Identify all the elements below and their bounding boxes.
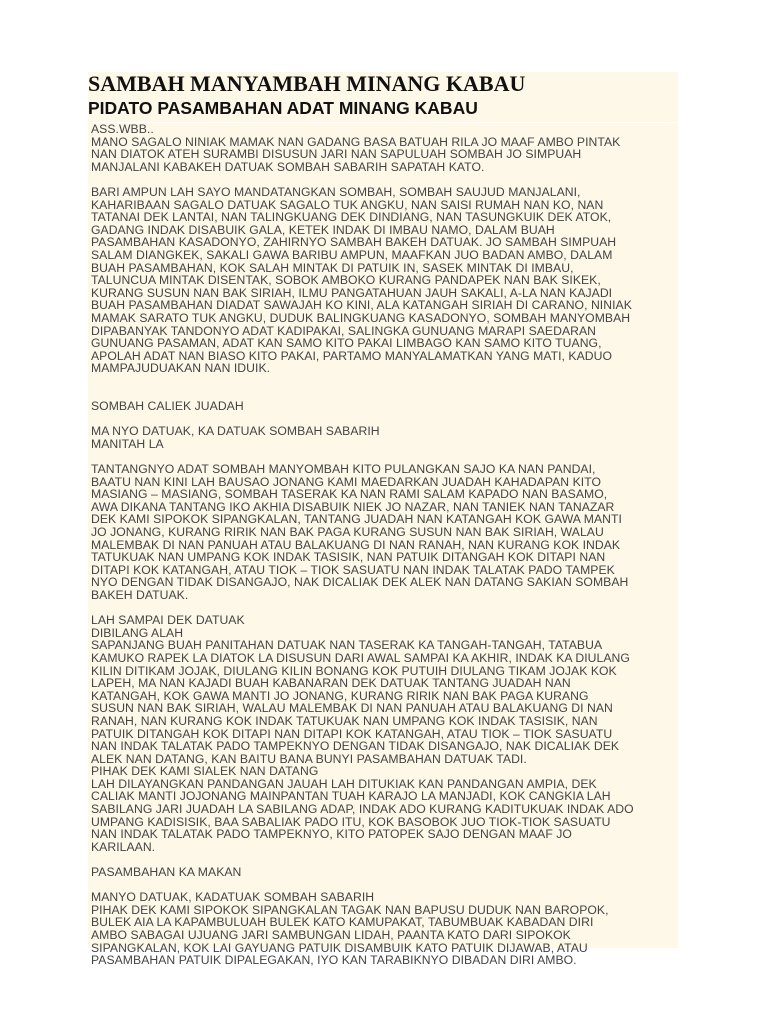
body-line: MANITAH LA: [91, 437, 164, 451]
body-line: SALAM DIANGKEK, SAKALI GAWA BARIBU AMPUN, MAAFKAN JUO BADAN AMBO, DALAM: [91, 248, 613, 262]
body-line: TATUKUAK NAN UMPANG KOK INDAK TASISIK, NAN PATUIK DITANGAH KOK DITAPI NAN: [91, 551, 606, 564]
body-line: PIHAK DEK KAMI SIALEK NAN DATANG: [91, 765, 319, 778]
body-line: SIPANGKALAN, KOK LAI GAYUANG PATUIK DISAMBUIK KATO PATUIK DIJAWAB, ATAU: [91, 941, 588, 955]
body-line: AWA DIKANA TANTANG IKO AKHIA DISABUIK NIEK JO NAZAR, NAN TANIEK NAN TANAZAR: [91, 500, 615, 514]
body-line: NAN INDAK TALATAK PADO TAMPEKNYO, KITO PATOPEK SAJO DENGAN MAAF JO: [91, 828, 572, 841]
body-line: NAN DIATOK ATEH SURAMBI DISUSUN JARI NAN SAPULUAH SOMBAH JO SIMPUAH: [91, 148, 582, 161]
body-line: KATANGAH, KOK GAWA MANTI JO JONANG, KURANG RIRIK NAN BAK PAGA KURANG: [91, 689, 589, 703]
body-line: GADANG INDAK DISABUIK GALA, KETEK INDAK DI IMBAU NAMO, DALAM BUAH: [91, 223, 555, 237]
body-line: MANJALANI KABAKEH DATUAK SOMBAH SABARIH SAPATAH KATO.: [91, 160, 485, 174]
body-line: MALEMBAK DI NAN PANUAH ATAU BALAKUANG DI NAN RANAH, NAN KURANG KOK INDAK: [91, 538, 621, 552]
body-line: LAH DILAYANGKAN PANDANGAN JAUAH LAH DITUKIAK KAN PANDANGAN AMPIA, DEK: [91, 777, 597, 791]
body-line: PASAMBAHAN KA MAKAN: [91, 866, 242, 879]
body-line: GUNUANG PASAMAN, ADAT KAN SAMO KITO PAKAI LIMBAGO KAN SAMO KITO TUANG,: [91, 337, 602, 350]
body-line: DIPABANYAK TANDONYO ADAT KADIPAKAI, SALINGKA GUNUANG MARAPI SAEDARAN: [91, 324, 597, 338]
body-line: SOMBAH CALIEK JUADAH: [91, 400, 244, 413]
body-line: PIHAK DEK KAMI SIPOKOK SIPANGKALAN TAGAK NAN BAPUSU DUDUK NAN BAROPOK,: [91, 903, 609, 917]
body-line: KURANG SUSUN NAN BAK SIRIAH, ILMU PANGATAHUAN JAUH SAKALI, A-LA NAN KAJADI: [91, 286, 613, 300]
body-line: DIBILANG ALAH: [91, 626, 184, 640]
body-line: TATANAI DEK LANTAI, NAN TALINGKUANG DEK DINDIANG, NAN TASUNGKUIK DEK ATOK,: [91, 211, 612, 224]
body-line: AMBO SABAGAI UJUANG JARI SAMBUNGAN LIDAH, PAANTA KATO DARI SIPOKOK: [91, 929, 571, 942]
body-line: LAH SAMPAI DEK DATUAK: [91, 614, 245, 627]
body-line: MANO SAGALO NINIAK MAMAK NAN GADANG BASA BATUAH RILA JO MAAF AMBO PINTAK: [91, 135, 621, 149]
document-subtitle: PIDATO PASAMBAHAN ADAT MINANG KABAU: [88, 96, 678, 122]
body-line: BUAH PASAMBAHAN, KOK SALAH MINTAK DI PATUIK IN, SASEK MINTAK DI IMBAU,: [91, 261, 574, 275]
body-line: LAPEH, MA NAN KAJADI BUAH KABANARAN DEK DATUAK TANTANG JUADAH NAN: [91, 677, 571, 690]
body-line: MA NYO DATUAK, KA DATUAK SOMBAH SABARIH: [91, 425, 380, 438]
body-line: SABILANG JARI JUADAH LA SABILANG ADAP, INDAK ADO KURANG KADITUKUAK INDAK ADO: [91, 803, 634, 816]
blank-line: [88, 450, 678, 463]
body-line: NAN INDAK TALATAK PADO TAMPEKNYO DENGAN TIDAK DISANGAJO, NAK DICALIAK DEK: [91, 740, 620, 753]
body-line: JO JONANG, KURANG RIRIK NAN BAK PAGA KURANG SUSUN NAN BAK SIRIAH, WALAU: [91, 526, 604, 539]
body-line: PATUIK DITANGAH KOK DITAPI NAN DITAPI KOK KATANGAH, ATAU TIOK – TIOK SASUATU: [91, 727, 613, 741]
body-line: KAMUKO RAPEK LA DIATOK LA DISUSUN DARI AWAL SAMPAI KA AKHIR, INDAK KA DIULANG: [91, 651, 630, 665]
body-line: DITAPI KOK KATANGAH, ATAU TIOK – TIOK SASUATU NAN INDAK TALATAK PADO TAMPEK: [91, 563, 615, 577]
body-line: MANYO DATUAK, KADATUAK SOMBAH SABARIH: [91, 891, 375, 904]
body-line: RANAH, NAN KURANG KOK INDAK TATUKUAK NAN UMPANG KOK INDAK TASISIK, NAN: [91, 714, 598, 728]
body-line: UMPANG KADISISIK, BAA SABALIAK PADO ITU, KOK BASOBOK JUO TIOK-TIOK SASUATU: [91, 815, 611, 829]
blank-line: [88, 173, 678, 186]
body-line: BUAH PASAMBAHAN DIADAT SAWAJAH KO KINI, ALA KATANGAH SIRIAH DI CARANO, NINIAK: [91, 299, 632, 312]
body-line: BAATU NAN KINI LAH BAUSAO JONANG KAMI MAEDARKAN JUADAH KAHADAPAN KITO: [91, 475, 602, 489]
body-line: CALIAK MANTI JOJONANG MAINPANTAN TUAH KARAJO LA MANJADI, KOK CANGKIA LAH: [91, 790, 611, 804]
blank-line: [88, 602, 678, 615]
body-line: NYO DENGAN TIDAK DISANGAJO, NAK DICALIAK DEK ALEK NAN DATANG SAKIAN SOMBAH: [91, 576, 629, 589]
body-line: TALUNCUA MINTAK DISENTAK, SOBOK AMBOKO KURANG PANDAPEK NAN BAK SIKEK,: [91, 274, 601, 287]
blank-line: [88, 387, 678, 400]
body-line: PASAMBAHAN PATUIK DIPALEGAKAN, IYO KAN TARABIKNYO DIBADAN DIRI AMBO.: [91, 954, 577, 967]
blank-line: [88, 853, 678, 866]
body-line: PASAMBAHAN KASADONYO, ZAHIRNYO SAMBAH BAKEH DATUAK. JO SAMBAH SIMPUAH: [91, 236, 617, 249]
body-line: BAKEH DATUAK.: [91, 588, 189, 602]
body-line: SUSUN NAN BAK SIRIAH, WALAU MALEMBAK DI NAN PANUAH ATAU BALAKUANG DI NAN: [91, 702, 613, 715]
body-line: BARI AMPUN LAH SAYO MANDATANGKAN SOMBAH, SOMBAH SAUJUD MANJALANI,: [91, 185, 581, 199]
document-title: SAMBAH MANYAMBAH MINANG KABAU: [88, 72, 678, 96]
body-line: KILIN DITIKAM JOJAK, DIULANG KILIN BONANG KOK PUTUIH DIULANG TIKAM JOJAK KOK: [91, 664, 617, 678]
body-line: DEK KAMI SIPOKOK SIPANGKALAN, TANTANG JUADAH NAN KATANGAH KOK GAWA MANTI: [91, 513, 622, 526]
blank-line: [88, 375, 678, 388]
blank-line: [88, 879, 678, 892]
body-line: ALEK NAN DATANG, KAN BAITU BANA BUNYI PASAMBAHAN DATUAK TADI.: [91, 752, 527, 766]
body-line: TANTANGNYO ADAT SOMBAH MANYOMBAH KITO PULANGKAN SAJO KA NAN PANDAI,: [91, 463, 596, 476]
body-line: SAPANJANG BUAH PANITAHAN DATUAK NAN TASERAK KA TANGAH-TANGAH, TATABUA: [91, 639, 603, 652]
body-line: KAHARIBAAN SAGALO DATUAK SAGALO TUK ANGKU, NAN SAISI RUMAH NAN KO, NAN: [91, 198, 604, 212]
body-line: KARILAAN.: [91, 840, 156, 854]
document-body: [88, 123, 678, 967]
body-line: ASS.WBB..: [91, 123, 154, 136]
body-line: APOLAH ADAT NAN BIASO KITO PAKAI, PARTAMO MANYALAMATKAN YANG MATI, KADUO: [91, 349, 612, 363]
body-line: MAMAK SARATO TUK ANGKU, DUDUK BALINGKUANG KASADONYO, SOMBAH MANYOMBAH: [91, 311, 631, 325]
body-line: BULEK AIA LA KAPAMBULUAH BULEK KATO KAMUPAKAT, TABUMBUAK KABADAN DIRI: [91, 916, 594, 929]
body-line: MAMPAJUDUAKAN NAN IDUIK.: [91, 362, 271, 375]
body-line: MASIANG – MASIANG, SOMBAH TASERAK KA NAN RAMI SALAM KAPADO NAN BASAMO,: [91, 488, 608, 501]
blank-line: [88, 413, 678, 426]
